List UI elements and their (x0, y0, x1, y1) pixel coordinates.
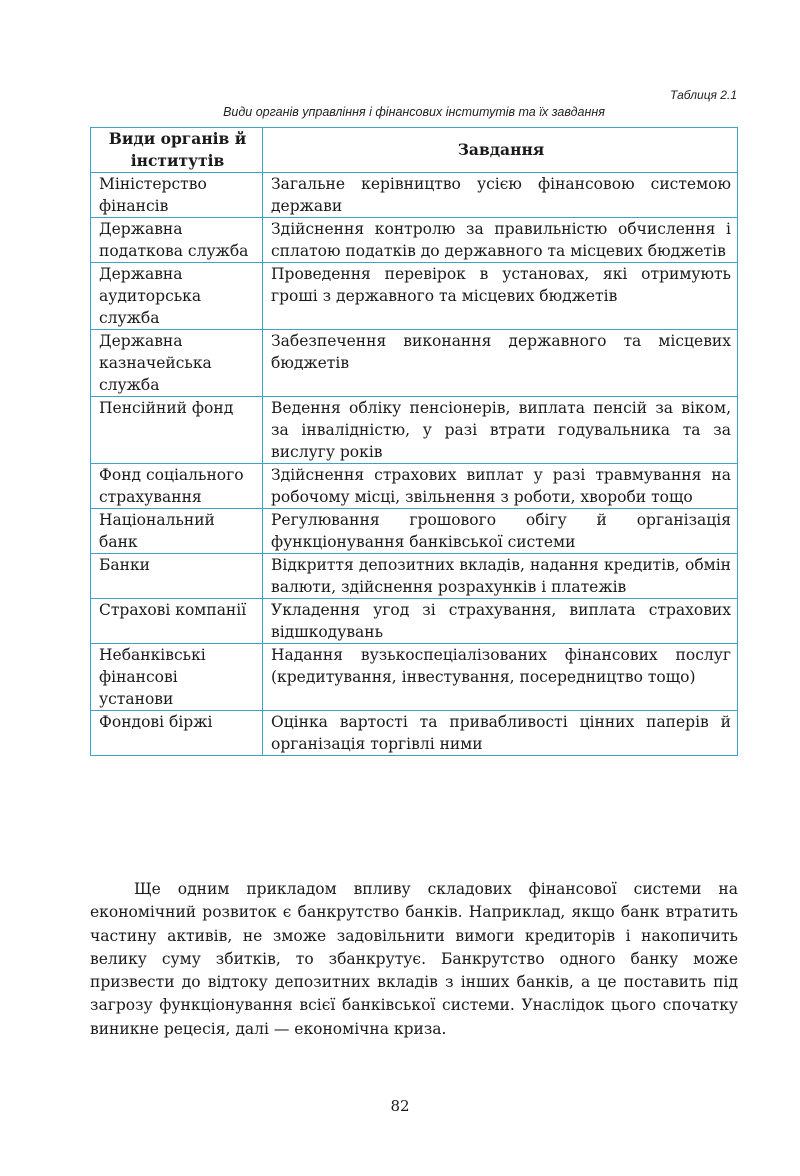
institution-cell: Державна податкова служба (91, 218, 263, 263)
task-cell: Регулювання грошового обігу й організація функціонування банківської системи (263, 509, 738, 554)
table-row (91, 711, 738, 756)
table-row (91, 397, 738, 464)
table-row (91, 644, 738, 711)
table-row (91, 173, 738, 218)
table-header-row (91, 128, 738, 173)
institution-cell: Міністерство фінансів (91, 173, 263, 218)
task-cell: Загальне керівництво усією фінансовою системою держави (263, 173, 738, 218)
table-title: Види органів управління і фінансових інститутів та їх завдання (223, 105, 605, 119)
task-cell: Здійснення контролю за правильністю обчислення і сплатою податків до державного та місцевих бюджетів (263, 218, 738, 263)
task-cell: Забезпечення виконання державного та місцевих бюджетів (263, 330, 738, 397)
task-cell: Укладення угод зі страхування, виплата страхових відшкодувань (263, 599, 738, 644)
institution-cell: Страхові компанії (91, 599, 263, 644)
institution-cell: Фондові біржі (91, 711, 263, 756)
table-row (91, 263, 738, 330)
table-row (91, 218, 738, 263)
institution-cell: Банки (91, 554, 263, 599)
header-tasks: Завдання (263, 128, 738, 173)
institution-cell: Фонд соціального страхування (91, 464, 263, 509)
table-row (91, 509, 738, 554)
institution-cell: Державна аудиторська служба (91, 263, 263, 330)
task-cell: Оцінка вартості та привабливості цінних паперів й організація торгівлі ними (263, 711, 738, 756)
institutions-table (90, 127, 738, 756)
table-number: Таблиця 2.1 (670, 88, 737, 102)
table-row (91, 330, 738, 397)
task-cell: Надання вузькоспеціалізованих фінансових послуг (кредитування, інвестування, посередництво тощо) (263, 644, 738, 711)
table-row (91, 599, 738, 644)
table-row (91, 554, 738, 599)
table-row (91, 464, 738, 509)
institution-cell: Небанківські фінансові установи (91, 644, 263, 711)
task-cell: Відкриття депозитних вкладів, надання кредитів, обмін валюти, здійснення розрахунків і платежів (263, 554, 738, 599)
institution-cell: Національний банк (91, 509, 263, 554)
header-institutions: Види органів й інститутів (91, 128, 263, 173)
institution-cell: Пенсійний фонд (91, 397, 263, 464)
task-cell: Проведення перевірок в установах, які отримують гроші з державного та місцевих бюджетів (263, 263, 738, 330)
body-paragraph: Ще одним прикладом впливу складових фінансової системи на економічний розвиток є банкрутство банків. Наприклад, якщо банк втратить частину активів, не зможе задовільнити вимоги кредиторів і накопичить велику суму збитків, то збанкрутує. Банкрутство одного банку може призвести до відтоку депозитних вкладів з інших банків, а це поставить під загрозу функціонування всієї банківської системи. Унаслідок цього спочатку виникне рецесія, далі — економічна криза. (90, 880, 738, 1038)
page-number: 82 (390, 1097, 410, 1115)
institution-cell: Державна казначейська служба (91, 330, 263, 397)
task-cell: Ведення обліку пенсіонерів, виплата пенсій за віком, за інвалідністю, у разі втрати годувальника та за вислугу років (263, 397, 738, 464)
task-cell: Здійснення страхових виплат у разі травмування на робочому місці, звільнення з роботи, хвороби тощо (263, 464, 738, 509)
